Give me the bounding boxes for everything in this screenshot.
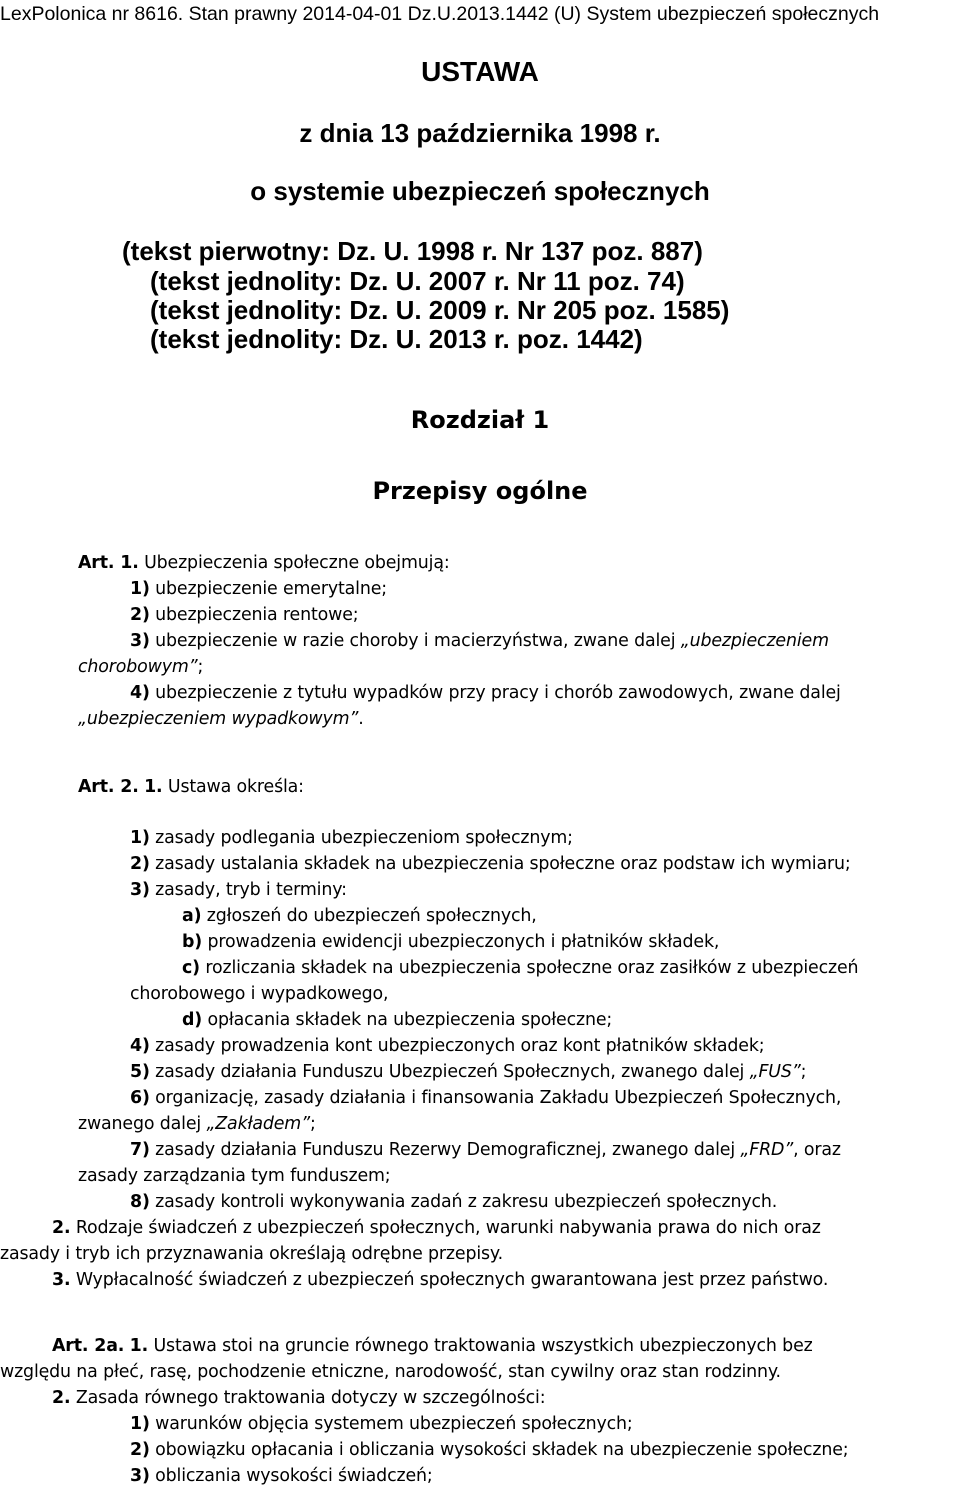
art2-letter: d) opłacania składek na ubezpieczenia społeczne; bbox=[182, 1010, 613, 1030]
article-number: Art. 1. bbox=[78, 553, 139, 573]
article-number: Art. 2a. bbox=[52, 1336, 125, 1356]
defined-term: „FRD” bbox=[740, 1140, 794, 1160]
art2-paragraph-cont: zasady i tryb ich przyznawania określają odrębne przepisy. bbox=[0, 1244, 503, 1264]
act-reference: (tekst jednolity: Dz. U. 2007 r. Nr 11 poz. 74) bbox=[150, 266, 685, 296]
art2a-intro: Art. 2a. 1. Ustawa stoi na gruncie równego traktowania wszystkich ubezpieczonych bez bbox=[52, 1336, 813, 1356]
art1-point-cont: chorobowym”; bbox=[78, 657, 204, 677]
art1-point: 4) ubezpieczenie z tytułu wypadków przy pracy i chorób zawodowych, zwane dalej bbox=[130, 683, 841, 703]
art2-point: 2) zasady ustalania składek na ubezpieczenia społeczne oraz podstaw ich wymiaru; bbox=[130, 854, 851, 874]
art2-point-cont: zasady zarządzania tym funduszem; bbox=[78, 1166, 391, 1186]
defined-term: „FUS” bbox=[749, 1062, 801, 1082]
art2-paragraph: 2. Rodzaje świadczeń z ubezpieczeń społecznych, warunki nabywania prawa do nich oraz bbox=[52, 1218, 821, 1238]
document-header: LexPolonica nr 8616. Stan prawny 2014-04-01 Dz.U.2013.1442 (U) System ubezpieczeń społecznych bbox=[0, 3, 880, 25]
art2a-paragraph-cont: względu na płeć, rasę, pochodzenie etniczne, narodowość, stan cywilny oraz stan rodzinny. bbox=[0, 1362, 781, 1382]
art2-letter: b) prowadzenia ewidencji ubezpieczonych i płatników składek, bbox=[182, 932, 720, 952]
art2-letter: a) zgłoszeń do ubezpieczeń społecznych, bbox=[182, 906, 537, 926]
defined-term: „ubezpieczeniem wypadkowym” bbox=[78, 709, 359, 729]
art2-letter: c) rozliczania składek na ubezpieczenia społeczne oraz zasiłków z ubezpieczeń bbox=[182, 958, 859, 978]
art2-point: 3) zasady, tryb i terminy: bbox=[130, 880, 347, 900]
art1-intro: Art. 1. Ubezpieczenia społeczne obejmują: bbox=[78, 553, 450, 573]
article-number: Art. 2. bbox=[78, 777, 139, 797]
art2-point: 5) zasady działania Funduszu Ubezpieczeń Społecznych, zwanego dalej „FUS”; bbox=[130, 1062, 807, 1082]
defined-term: „Zakładem” bbox=[206, 1114, 310, 1134]
defined-term: „ubezpieczeniem bbox=[680, 631, 829, 651]
art1-point: 3) ubezpieczenie w razie choroby i macierzyństwa, zwane dalej „ubezpieczeniem bbox=[130, 631, 829, 651]
art2a-point: 2) obowiązku opłacania i obliczania wysokości składek na ubezpieczenie społeczne; bbox=[130, 1440, 849, 1460]
act-subject: o systemie ubezpieczeń społecznych bbox=[250, 176, 710, 206]
art2-intro: Art. 2. 1. Ustawa określa: bbox=[78, 777, 304, 797]
art2-point-cont: zwanego dalej „Zakładem”; bbox=[78, 1114, 316, 1134]
art2a-paragraph: 2. Zasada równego traktowania dotyczy w szczególności: bbox=[52, 1388, 546, 1408]
art2-point: 4) zasady prowadzenia kont ubezpieczonych oraz kont płatników składek; bbox=[130, 1036, 765, 1056]
act-date: z dnia 13 października 1998 r. bbox=[299, 118, 661, 148]
act-type: USTAWA bbox=[421, 56, 539, 87]
chapter-label: Rozdział 1 bbox=[410, 406, 550, 434]
art2a-point: 1) warunków objęcia systemem ubezpieczeń społecznych; bbox=[130, 1414, 633, 1434]
art2-point: 7) zasady działania Funduszu Rezerwy Demograficznej, zwanego dalej „FRD”, oraz bbox=[130, 1140, 841, 1160]
art1-point-cont: „ubezpieczeniem wypadkowym”. bbox=[78, 709, 364, 729]
art2-point: 8) zasady kontroli wykonywania zadań z zakresu ubezpieczeń społecznych. bbox=[130, 1192, 778, 1212]
art1-point: 2) ubezpieczenia rentowe; bbox=[130, 605, 359, 625]
art2-point: 1) zasady podlegania ubezpieczeniom społecznym; bbox=[130, 828, 573, 848]
act-reference: (tekst jednolity: Dz. U. 2013 r. poz. 1442) bbox=[150, 324, 643, 354]
act-reference: (tekst pierwotny: Dz. U. 1998 r. Nr 137 poz. 887) bbox=[122, 236, 703, 266]
art2-paragraph: 3. Wypłacalność świadczeń z ubezpieczeń społecznych gwarantowana jest przez państwo. bbox=[52, 1270, 829, 1290]
art1-point: 1) ubezpieczenie emerytalne; bbox=[130, 579, 387, 599]
act-reference: (tekst jednolity: Dz. U. 2009 r. Nr 205 poz. 1585) bbox=[150, 295, 730, 325]
chapter-title: Przepisy ogólne bbox=[372, 477, 588, 505]
defined-term: chorobowym” bbox=[78, 657, 198, 677]
art2-point: 6) organizację, zasady działania i finansowania Zakładu Ubezpieczeń Społecznych, bbox=[130, 1088, 842, 1108]
art2a-point: 3) obliczania wysokości świadczeń; bbox=[130, 1466, 433, 1486]
art2-letter-cont: chorobowego i wypadkowego, bbox=[130, 984, 389, 1004]
